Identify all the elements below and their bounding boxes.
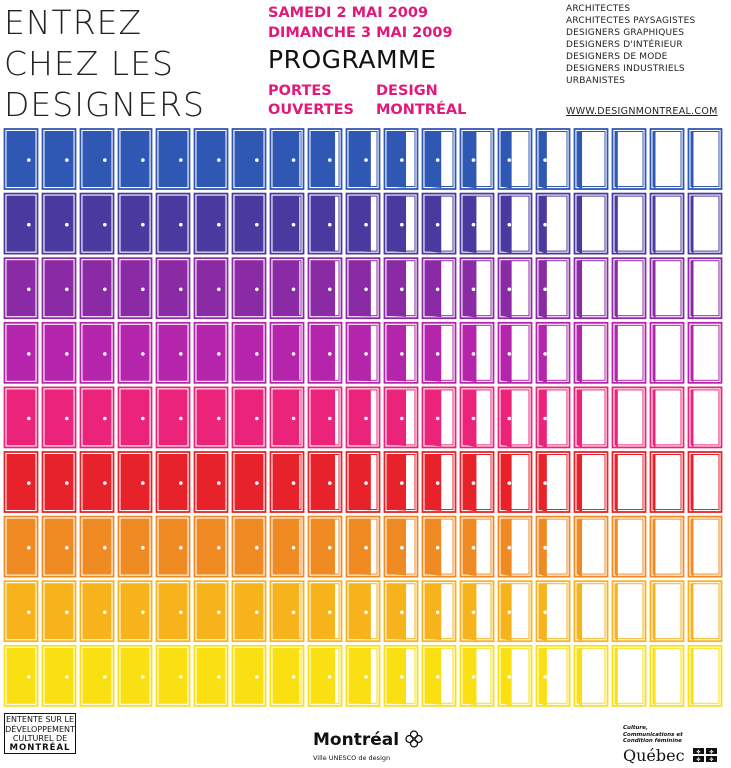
door [119,323,152,383]
svg-text:✤: ✤ [696,749,701,756]
door [461,129,494,189]
door [43,129,76,189]
door [423,129,456,189]
door [195,129,228,189]
door [689,452,722,513]
door [157,452,190,512]
svg-text:✤: ✤ [696,757,701,762]
door [195,646,228,706]
discipline-item: DESIGNERS INDUSTRIELS [566,64,685,74]
door [233,517,266,577]
door [385,323,418,383]
door [5,129,38,189]
door [347,517,380,577]
quebec-flag-icon [693,748,717,762]
door [575,581,608,641]
door [423,387,456,447]
door [651,129,684,190]
door [271,194,304,254]
door [347,258,380,318]
door [499,517,532,577]
door [423,581,456,641]
door [233,258,266,318]
door [195,194,228,254]
door [461,452,494,512]
door [423,194,456,254]
door [575,517,608,577]
door [271,387,304,447]
door [195,452,228,512]
door [613,387,646,448]
door [689,581,722,642]
door [5,646,38,706]
door [651,194,684,255]
door [461,258,494,318]
montreal-logo [313,730,423,750]
svg-text:✤: ✤ [709,749,714,756]
door [385,452,418,512]
door [81,452,114,512]
door [537,387,570,447]
door [651,517,684,578]
door [613,323,646,384]
door [651,323,684,384]
door [5,194,38,254]
door [233,581,266,641]
door [461,646,494,706]
entente-logo [4,713,76,754]
door [309,387,342,447]
door [347,129,380,189]
main-title [4,2,254,125]
door [157,129,190,189]
door [271,646,304,706]
door [689,129,722,190]
door [119,646,152,706]
door [233,646,266,706]
door [233,323,266,383]
door [651,581,684,642]
door [499,452,532,512]
website-link[interactable]: WWW.DESIGNMONTREAL.COM [566,106,718,117]
door [347,323,380,383]
door [81,323,114,383]
door [423,258,456,318]
door [575,258,608,318]
door [499,194,532,254]
entente-line: DÉVELOPPEMENT [5,724,75,734]
door [157,323,190,383]
door [613,517,646,578]
door [5,387,38,447]
door [689,646,722,707]
title-line-3: DESIGNERS [4,85,205,124]
door [347,581,380,641]
door [43,258,76,318]
quebec-wordmark: Québec [623,746,685,765]
door [43,452,76,512]
entente-line: MONTRÉAL [9,742,71,753]
event-word-montreal: MONTRÉAL [376,102,467,118]
door [195,517,228,577]
door [651,452,684,513]
door [81,581,114,641]
door [309,323,342,383]
door [651,258,684,319]
event-word-design: DESIGN [376,83,438,99]
title-line-2: CHEZ LES [4,44,174,83]
door [385,194,418,254]
door [119,129,152,189]
door [271,129,304,189]
door [119,452,152,512]
door [309,581,342,641]
door [613,258,646,319]
programme-heading: PROGRAMME [268,45,437,74]
door [119,581,152,641]
door [157,258,190,318]
door [575,646,608,706]
door [537,258,570,318]
event-word-portes: PORTES [268,83,332,99]
door [81,517,114,577]
door [233,129,266,189]
door [81,194,114,254]
door [309,258,342,318]
door [537,129,570,189]
door [613,581,646,642]
entente-line: ENTENTE SUR LE [6,715,74,724]
door [309,452,342,512]
door [423,323,456,383]
door [233,194,266,254]
door [575,323,608,383]
door [461,194,494,254]
door [157,646,190,706]
door [81,646,114,706]
event-word-ouvertes: OUVERTES [268,102,354,118]
disciplines-list [566,3,695,87]
door [423,646,456,706]
door [309,129,342,189]
door [385,258,418,318]
door [43,581,76,641]
door [5,258,38,318]
quebec-line: Culture, [623,725,648,731]
door [499,323,532,383]
door [233,452,266,512]
door [537,194,570,254]
door [43,194,76,254]
door [689,194,722,255]
door [537,581,570,641]
door [499,258,532,318]
door [43,517,76,577]
door [613,646,646,707]
door [81,387,114,447]
door-grid [3,127,728,709]
door [347,452,380,512]
door [423,517,456,577]
door [537,646,570,706]
door [347,387,380,447]
door [233,387,266,447]
door [651,387,684,448]
discipline-item: ARCHITECTES [566,4,631,14]
door [309,194,342,254]
quebec-logo [623,746,717,765]
door [689,323,722,384]
door [157,581,190,641]
date-saturday: SAMEDI 2 MAI 2009 [268,5,429,21]
door [271,258,304,318]
door [271,323,304,383]
door [119,194,152,254]
door [271,517,304,577]
door [385,517,418,577]
door [5,323,38,383]
door [575,452,608,512]
event-name-right [376,82,466,120]
door [537,517,570,577]
door [385,581,418,641]
event-dates [268,3,453,43]
door [81,258,114,318]
door [43,323,76,383]
door [195,323,228,383]
door [195,258,228,318]
door [575,387,608,447]
door [461,581,494,641]
door [689,517,722,578]
montreal-flower-icon [405,730,423,748]
door [461,323,494,383]
door [423,452,456,512]
door [271,581,304,641]
door [119,517,152,577]
door [5,581,38,641]
door [689,387,722,448]
door [575,194,608,254]
door [157,517,190,577]
door [5,517,38,577]
door [499,129,532,189]
door [347,646,380,706]
door [689,258,722,319]
svg-text:✤: ✤ [709,757,714,762]
door [537,323,570,383]
door [613,452,646,513]
door [613,129,646,190]
door [81,129,114,189]
door [195,387,228,447]
discipline-item: DESIGNERS D'INTÉRIEUR [566,40,683,50]
door [461,517,494,577]
quebec-line: Condition féminine [623,738,682,744]
door [119,387,152,447]
montreal-wordmark: Montréal [313,730,400,750]
door [157,387,190,447]
door [461,387,494,447]
door [651,646,684,707]
quebec-line: Communications et [623,731,683,738]
door [5,452,38,512]
door [309,646,342,706]
quebec-ministry [623,725,713,745]
door [347,194,380,254]
discipline-item: URBANISTES [566,76,626,86]
door [385,129,418,189]
door [271,452,304,512]
montreal-subtitle: Ville UNESCO de design [313,754,391,762]
discipline-item: DESIGNERS GRAPHIQUES [566,28,685,38]
event-name-left [268,82,354,120]
door [575,129,608,189]
door [537,452,570,512]
door [499,646,532,706]
door [385,387,418,447]
door [499,581,532,641]
door [119,258,152,318]
title-line-1: ENTREZ [4,3,143,42]
door [43,646,76,706]
door [195,581,228,641]
door [309,517,342,577]
date-sunday: DIMANCHE 3 MAI 2009 [268,25,453,41]
door [157,194,190,254]
door [499,387,532,447]
entente-line: CULTUREL DE [12,734,68,743]
discipline-item: ARCHITECTES PAYSAGISTES [566,16,696,26]
door [613,194,646,255]
door [43,387,76,447]
discipline-item: DESIGNERS DE MODE [566,52,668,62]
door [385,646,418,706]
